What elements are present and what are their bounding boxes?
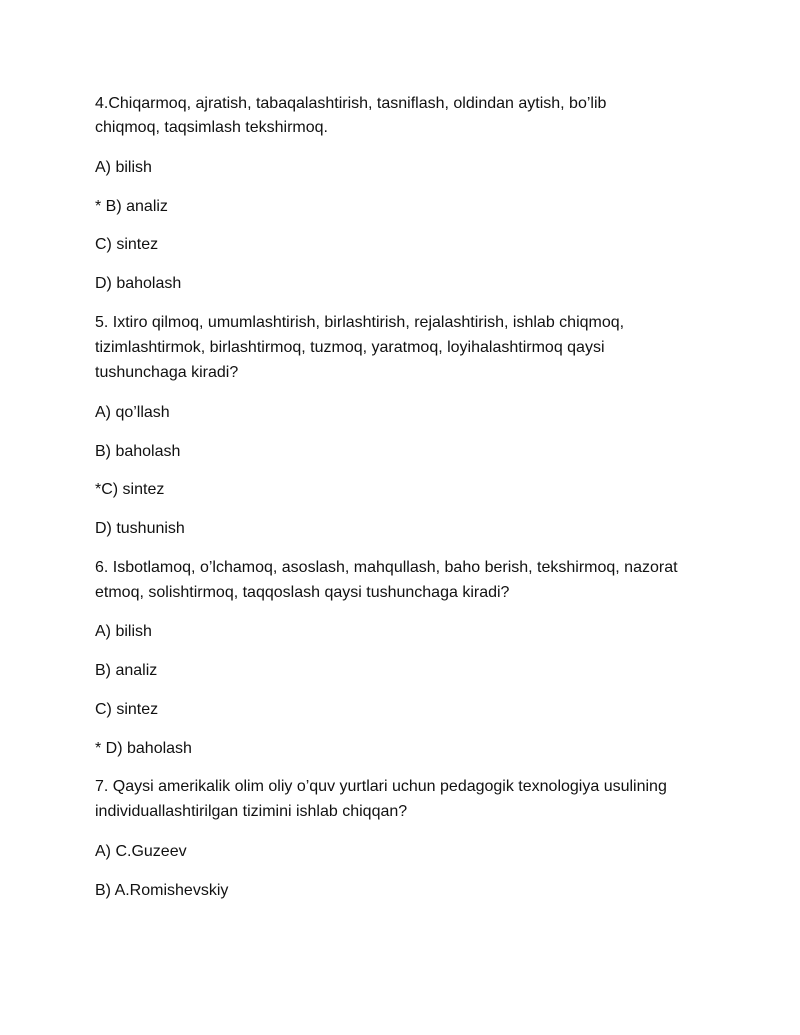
question-5-option-c: *C) sintez: [95, 481, 165, 498]
question-4-text-line-2: chiqmoq, taqsimlash tekshirmoq.: [95, 119, 328, 136]
question-6-option-c: C) sintez: [95, 701, 159, 718]
question-6-option-b: B) analiz: [95, 662, 158, 679]
question-4-option-b: * B) analiz: [95, 198, 168, 215]
question-7-text-line-1: 7. Qaysi amerikalik olim oliy o’quv yurtlari uchun pedagogik texnologiya usulining: [95, 778, 667, 795]
question-6-text-line-2: etmoq, solishtirmoq, taqqoslash qaysi tushunchaga kiradi?: [95, 584, 510, 601]
question-4-option-c: C) sintez: [95, 236, 159, 253]
question-4-text-line-1: 4.Chiqarmoq, ajratish, tabaqalashtirish, tasniflash, oldindan aytish, bo’lib: [95, 95, 607, 112]
question-4-option-d: D) baholash: [95, 275, 182, 292]
question-5-option-b: B) baholash: [95, 443, 181, 460]
question-7-text-line-2: individuallashtirilgan tizimini ishlab chiqqan?: [95, 803, 408, 820]
question-5-option-d: D) tushunish: [95, 520, 185, 537]
question-6-option-d: * D) baholash: [95, 740, 192, 757]
question-5-option-a: A) qo’llash: [95, 404, 170, 421]
question-6-text-line-1: 6. Isbotlamoq, o’lchamoq, asoslash, mahqullash, baho berish, tekshirmoq, nazorat: [95, 559, 678, 576]
question-5-text-line-1: 5. Ixtiro qilmoq, umumlashtirish, birlashtirish, rejalashtirish, ishlab chiqmoq,: [95, 314, 625, 331]
question-5-text-line-2: tizimlashtirmok, birlashtirmoq, tuzmoq, yaratmoq, loyihalashtirmoq qaysi: [95, 339, 605, 356]
question-7-option-a: A) C.Guzeev: [95, 843, 187, 860]
question-4-option-a: A) bilish: [95, 159, 152, 176]
question-7-option-b: B) A.Romishevskiy: [95, 882, 229, 899]
question-6-option-a: A) bilish: [95, 623, 152, 640]
question-5-text-line-3: tushunchaga kiradi?: [95, 364, 239, 381]
